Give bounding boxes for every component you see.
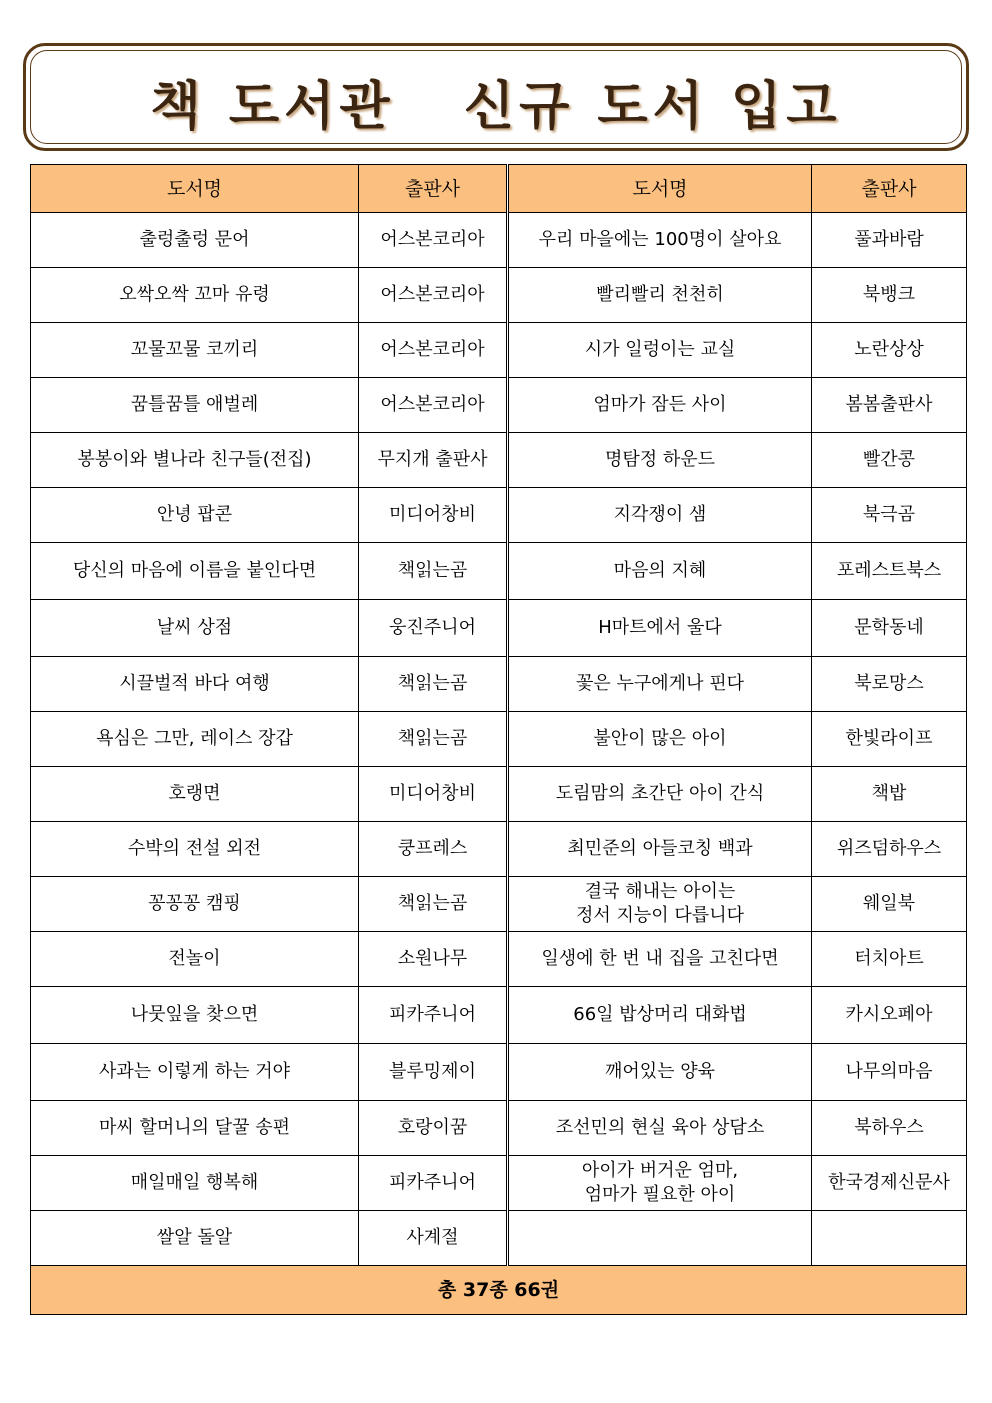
table-row [31,213,967,268]
publisher-left [359,932,508,987]
book-title-left-text: 쌀알 돌알 [156,1227,233,1248]
publisher-right [812,488,967,543]
book-title-right-text: 지각쟁이 샘 [613,504,707,525]
publisher-right-text: 나무의마음 [845,1061,933,1082]
book-title-right-text: 불안이 많은 아이 [593,728,727,749]
book-title-left [31,1101,359,1156]
book-title-right [508,822,812,877]
publisher-left-text: 쿵프레스 [397,838,468,859]
book-title-right [508,1156,812,1211]
publisher-left-text: 무지개 출판사 [377,449,488,470]
book-title-right [508,877,812,932]
publisher-right [812,213,967,268]
publisher-right [812,987,967,1044]
publisher-right-text: 북극곰 [862,504,916,525]
book-title-right [508,600,812,657]
publisher-left [359,822,508,877]
publisher-right-text: 위즈덤하우스 [836,838,942,859]
table-row [31,767,967,822]
publisher-left-text: 블루밍제이 [389,1061,476,1082]
book-title-right [508,433,812,488]
book-title-left [31,657,359,712]
table-row [31,987,967,1044]
publisher-left [359,433,508,488]
publisher-right [812,1156,967,1211]
publisher-right [812,877,967,932]
publisher-left [359,1211,508,1266]
publisher-left [359,1044,508,1101]
book-title-left [31,378,359,433]
publisher-right-text: 터치아트 [854,948,924,969]
book-title-right-text: 엄마가 잠든 사이 [593,394,727,415]
book-title-right-text: 시가 일렁이는 교실 [584,339,736,360]
book-title-right [508,323,812,378]
page-title: 책 도서관 신규 도서 입고 [150,77,842,137]
total-count: 총 37종 66권 [31,1266,967,1315]
publisher-left [359,712,508,767]
book-title-right [508,488,812,543]
publisher-right [812,543,967,600]
table-row [31,268,967,323]
book-title-left-text: 시끌벌적 바다 여행 [119,673,270,694]
publisher-right-text: 책밥 [871,783,907,804]
book-title-left [31,600,359,657]
book-title-right-text: 66일 밥상머리 대화법 [573,1004,747,1025]
book-title-left [31,767,359,822]
book-title-right [508,657,812,712]
publisher-left-text: 미디어창비 [389,783,476,804]
publisher-right-text: 포레스트북스 [836,560,942,581]
book-title-right-text: 결국 해내는 아이는 [584,881,736,902]
publisher-left-text: 어스본코리아 [380,394,485,415]
publisher-left [359,268,508,323]
book-title-right [508,712,812,767]
publisher-right [812,1044,967,1101]
publisher-left [359,488,508,543]
publisher-right-text: 봄봄출판사 [845,394,933,415]
publisher-left [359,767,508,822]
book-title-right-text: 최민준의 아들코칭 백과 [567,838,753,859]
table-row [31,657,967,712]
publisher-left [359,323,508,378]
publisher-left [359,657,508,712]
book-title-left-text: 꽁꽁꽁 캠핑 [148,893,241,914]
publisher-right [812,1101,967,1156]
book-title-right [508,987,812,1044]
publisher-left-text: 사계절 [406,1227,459,1248]
publisher-left [359,987,508,1044]
book-title-right-text-line2: 정서 지능이 다릅니다 [576,905,744,926]
book-title-left-text: 호랭면 [168,783,221,804]
publisher-right [812,433,967,488]
book-title-right-text: 우리 마을에는 100명이 살아요 [538,229,782,250]
publisher-left-text: 책읽는곰 [397,728,468,749]
book-title-right [508,213,812,268]
book-title-left [31,1044,359,1101]
book-title-left [31,543,359,600]
book-title-left [31,822,359,877]
publisher-left-text: 미디어창비 [389,504,476,525]
publisher-right-text: 웨일북 [862,893,916,914]
publisher-left-text: 책읽는곰 [397,673,468,694]
table-row [31,433,967,488]
publisher-right [812,600,967,657]
book-title-left [31,987,359,1044]
publisher-left [359,1101,508,1156]
publisher-right [812,323,967,378]
publisher-right [812,932,967,987]
publisher-left [359,1156,508,1211]
book-title-left-text: 봉봉이와 별나라 친구들(전집) [77,449,312,470]
book-title-left [31,1156,359,1211]
publisher-right-text: 북뱅크 [862,284,916,305]
publisher-left-text: 어스본코리아 [380,284,485,305]
new-books-table [30,164,967,1315]
book-title-right-text: H마트에서 울다 [598,617,722,638]
table-row [31,600,967,657]
book-title-right [508,1211,812,1266]
publisher-right [812,767,967,822]
book-title-right [508,543,812,600]
publisher-right [812,1211,967,1266]
table-row [31,543,967,600]
publisher-left [359,378,508,433]
book-title-right-text: 깨어있는 양육 [604,1061,716,1082]
publisher-right-text: 빨간콩 [862,449,916,470]
book-title-left [31,877,359,932]
table-header-row [31,165,967,213]
book-title-left-text: 마씨 할머니의 달꿀 송편 [98,1117,291,1138]
publisher-right-text: 북로망스 [854,673,924,694]
table-total-row [31,1266,967,1315]
book-title-right-text: 빨리빨리 천천히 [596,284,724,305]
book-title-left [31,712,359,767]
publisher-right-text: 풀과바람 [854,229,924,250]
book-title-left-text: 날씨 상점 [156,617,233,638]
book-title-left-text: 안녕 팝콘 [156,504,233,525]
book-title-left [31,488,359,543]
table-row [31,1156,967,1211]
book-title-left-text: 나뭇잎을 찾으면 [130,1004,259,1025]
table-row [31,488,967,543]
table-row [31,378,967,433]
book-title-right [508,767,812,822]
book-title-right-text: 마음의 지혜 [613,560,707,581]
publisher-right [812,712,967,767]
header-right-publisher: 출판사 [812,165,967,213]
book-title-left-text: 전놀이 [168,948,221,969]
book-title-right [508,1044,812,1101]
publisher-right-text: 노란상상 [854,339,924,360]
book-title-right [508,378,812,433]
book-title-left [31,932,359,987]
book-title-right-text: 명탐정 하운드 [604,449,716,470]
book-title-left [31,1211,359,1266]
publisher-right [812,378,967,433]
table-row [31,932,967,987]
table-row [31,1211,967,1266]
table-row [31,323,967,378]
table-row [31,877,967,932]
book-title-left [31,323,359,378]
book-title-left-text: 수박의 전설 외전 [127,838,262,859]
publisher-right-text: 한빛라이프 [845,728,933,749]
header-left-title: 도서명 [31,165,359,213]
book-title-right [508,1101,812,1156]
publisher-left [359,543,508,600]
publisher-left [359,213,508,268]
book-title-right [508,932,812,987]
book-title-left-text: 출렁출렁 문어 [139,229,250,250]
title-banner [23,43,969,151]
book-title-left-text: 꿈틀꿈틀 애벌레 [130,394,259,415]
book-title-right-text-line2: 엄마가 필요한 아이 [584,1184,736,1205]
book-title-left-text: 오싹오싹 꼬마 유령 [119,284,270,305]
book-title-left [31,268,359,323]
publisher-right-text: 한국경제신문사 [828,1172,950,1193]
book-title-left [31,433,359,488]
publisher-right-text: 카시오페아 [845,1004,933,1025]
book-title-right-text: 꽃은 누구에게나 핀다 [576,673,744,694]
table-row [31,822,967,877]
publisher-left-text: 책읽는곰 [397,893,468,914]
publisher-left-text: 호랑이꿈 [397,1117,468,1138]
publisher-left-text: 책읽는곰 [397,560,468,581]
publisher-left [359,600,508,657]
book-title-right-text: 조선민의 현실 육아 상담소 [555,1117,765,1138]
book-title-left-text: 매일매일 행복해 [130,1172,259,1193]
publisher-left [359,877,508,932]
publisher-left-text: 어스본코리아 [380,339,485,360]
publisher-right [812,268,967,323]
publisher-right-text: 북하우스 [854,1117,924,1138]
publisher-left-text: 웅진주니어 [389,617,476,638]
publisher-right [812,657,967,712]
book-title-left-text: 사과는 이렇게 하는 거야 [98,1061,291,1082]
publisher-right [812,822,967,877]
book-title-left-text: 꼬물꼬물 코끼리 [130,339,259,360]
book-title-left-text: 당신의 마음에 이름을 붙인다면 [72,560,317,581]
publisher-right-text: 문학동네 [854,617,924,638]
table-row [31,1101,967,1156]
book-title-right-text: 아이가 버거운 엄마, [581,1160,739,1181]
book-title-left-text: 욕심은 그만, 레이스 장갑 [96,728,293,749]
publisher-left-text: 어스본코리아 [380,229,485,250]
book-title-right-text: 일생에 한 번 내 집을 고친다면 [541,948,779,969]
book-title-right [508,268,812,323]
table-row [31,712,967,767]
publisher-left-text: 피카주니어 [389,1172,476,1193]
header-right-title: 도서명 [508,165,812,213]
table-row [31,1044,967,1101]
book-title-right-text: 도림맘의 초간단 아이 간식 [555,783,765,804]
publisher-left-text: 피카주니어 [389,1004,476,1025]
book-title-left [31,213,359,268]
publisher-left-text: 소원나무 [397,948,468,969]
header-left-publisher: 출판사 [359,165,508,213]
